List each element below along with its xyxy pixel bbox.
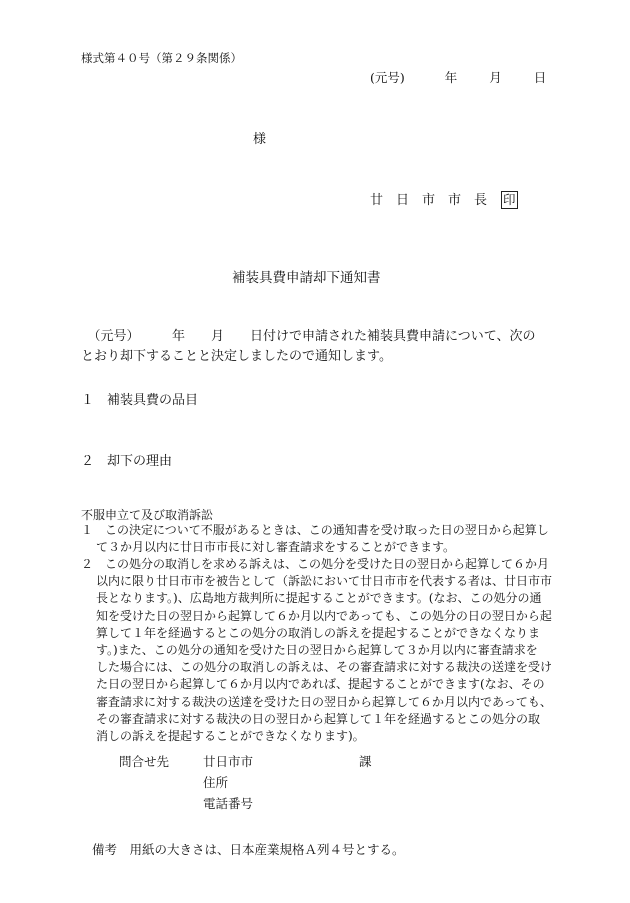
body-paragraph	[81, 327, 555, 367]
document-title: 補装具費申請却下通知書	[232, 270, 381, 286]
contact-city: 廿日市市	[203, 754, 254, 769]
appeal-1-line: １ この決定について不服があるときは、この通知書を受け取った日の翌日から起算し	[81, 523, 549, 537]
appeal-2-line: その審査請求に対する裁決の日の翌日から起算して１年を経過するとこの処分の取	[96, 711, 541, 726]
appeal-2-line: 長となります。)、広島地方裁判所に提起することができます。(なお、この処分の通	[96, 591, 542, 606]
appeal-2-line: 以内に限り廿日市市を被告として（訴訟において廿日市市を代表する者は、廿日市市	[96, 574, 553, 589]
contact-phone: 電話番号	[203, 796, 254, 811]
date-era: (元号)	[370, 70, 405, 85]
body-line-2: とおり却下することと決定しましたので通知します。	[81, 349, 392, 364]
date-month: 月	[489, 70, 502, 85]
appeal-2-line: す。)また、この処分の通知を受けた日の翌日から起算して３か月以内に審査請求を	[96, 643, 538, 658]
appeal-item-2	[81, 556, 552, 745]
appeal-1-line: て３か月以内に廿日市市長に対し審査請求をすることができます。	[96, 540, 456, 555]
date-line	[370, 68, 546, 86]
contact-address: 住所	[203, 775, 229, 790]
appeal-2-line: した場合には、この処分の取消しの訴えは、その審査請求に対する裁決の送達を受け	[96, 660, 553, 675]
addressee-suffix: 様	[253, 132, 267, 147]
contact-section: 課	[359, 754, 372, 769]
paper-size-note: 備考 用紙の大きさは、日本産業規格Ａ列４号とする。	[92, 842, 405, 857]
appeal-2-line: 算して１年を経過するとこの処分の取消しの訴えを提起することができなくなりま	[96, 625, 541, 640]
appeal-2-line: た日の翌日から起算して６か月以内であれば、提起することができます(なお、その	[96, 677, 545, 692]
appeal-2-line: ２ この処分の取消しを求める訴えは、この処分を受けた日の翌日から起算して６か月	[81, 557, 550, 571]
appeal-2-line: 消しの訴えを提起することができなくなります)。	[96, 729, 365, 744]
appeal-item-1	[81, 522, 549, 556]
contact-label: 問合せ先	[119, 754, 170, 769]
body-line-1: （元号） 年 月 日付けで申請された補装具費申請について、次の	[81, 329, 536, 344]
appeal-2-line: 審査請求に対する裁決の送達を受けた日の翌日から起算して６か月以内であっても、	[96, 694, 552, 709]
form-number: 様式第４０号（第２９条関係）	[81, 51, 242, 65]
seal-mark: 印	[503, 192, 516, 207]
date-day: 日	[533, 70, 547, 85]
section-rejection-reason: ２ 却下の理由	[81, 454, 173, 469]
issuer-title: 廿 日 市 市 長	[370, 193, 488, 208]
issuer	[370, 189, 518, 209]
date-year: 年	[444, 70, 458, 85]
section-item-name: １ 補装具費の品目	[81, 393, 199, 408]
appeal-2-line: 知を受けた日の翌日から起算して６か月以内であっても、この処分の日の翌日から起	[96, 608, 552, 623]
appeal-heading: 不服申立て及び取消訴訟	[81, 508, 214, 522]
